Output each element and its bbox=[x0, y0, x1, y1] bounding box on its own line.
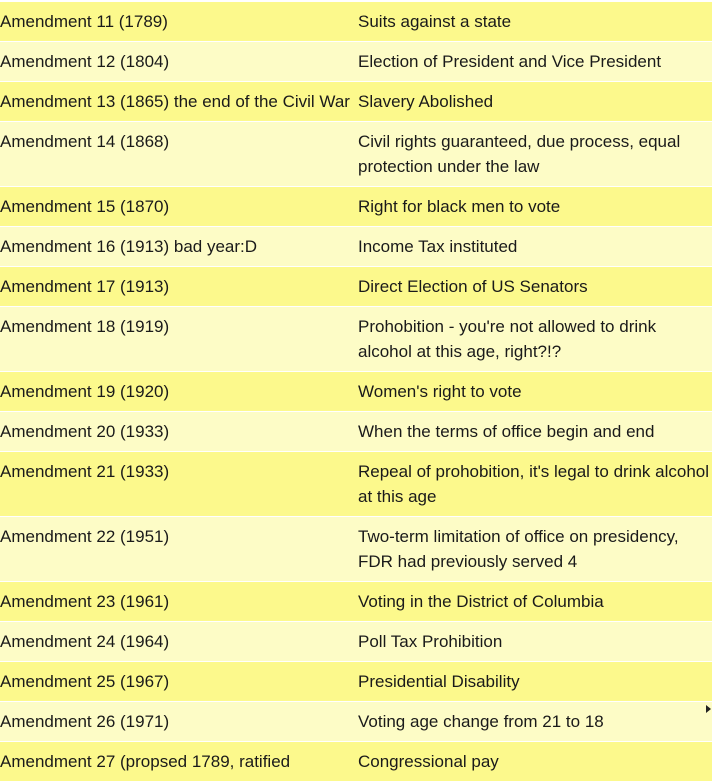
table-row bbox=[0, 2, 712, 42]
amendment-cell: Amendment 27 (propsed 1789, ratified bbox=[0, 742, 352, 782]
scroll-arrow-icon[interactable] bbox=[706, 705, 711, 713]
table-row bbox=[0, 307, 712, 372]
description-cell: Presidential Disability bbox=[352, 662, 712, 702]
amendment-cell: Amendment 15 (1870) bbox=[0, 187, 352, 227]
table-row bbox=[0, 227, 712, 267]
amendment-cell: Amendment 22 (1951) bbox=[0, 517, 352, 582]
amendment-cell: Amendment 17 (1913) bbox=[0, 267, 352, 307]
amendment-cell: Amendment 11 (1789) bbox=[0, 2, 352, 42]
table-row bbox=[0, 517, 712, 582]
amendments-table-body bbox=[0, 2, 712, 782]
description-cell: Voting in the District of Columbia bbox=[352, 582, 712, 622]
table-row bbox=[0, 187, 712, 227]
amendment-cell: Amendment 16 (1913) bad year:D bbox=[0, 227, 352, 267]
table-row bbox=[0, 702, 712, 742]
amendment-cell: Amendment 24 (1964) bbox=[0, 622, 352, 662]
description-cell: Slavery Abolished bbox=[352, 82, 712, 122]
description-cell: When the terms of office begin and end bbox=[352, 412, 712, 452]
description-cell: Right for black men to vote bbox=[352, 187, 712, 227]
amendments-table bbox=[0, 2, 712, 782]
table-row bbox=[0, 742, 712, 782]
description-cell: Income Tax instituted bbox=[352, 227, 712, 267]
description-cell: Civil rights guaranteed, due process, equal protection under the law bbox=[352, 122, 712, 187]
table-row bbox=[0, 267, 712, 307]
amendment-cell: Amendment 26 (1971) bbox=[0, 702, 352, 742]
table-row bbox=[0, 622, 712, 662]
description-cell: Suits against a state bbox=[352, 2, 712, 42]
table-row bbox=[0, 582, 712, 622]
description-cell: Voting age change from 21 to 18 bbox=[352, 702, 712, 742]
amendment-cell: Amendment 13 (1865) the end of the Civil War bbox=[0, 82, 352, 122]
description-cell: Congressional pay bbox=[352, 742, 712, 782]
amendment-cell: Amendment 12 (1804) bbox=[0, 42, 352, 82]
amendment-cell: Amendment 18 (1919) bbox=[0, 307, 352, 372]
table-row bbox=[0, 42, 712, 82]
table-row bbox=[0, 452, 712, 517]
table-row bbox=[0, 662, 712, 702]
amendment-cell: Amendment 23 (1961) bbox=[0, 582, 352, 622]
description-cell: Repeal of prohobition, it's legal to drink alcohol at this age bbox=[352, 452, 712, 517]
description-cell: Poll Tax Prohibition bbox=[352, 622, 712, 662]
amendment-cell: Amendment 25 (1967) bbox=[0, 662, 352, 702]
table-row bbox=[0, 412, 712, 452]
description-cell: Election of President and Vice President bbox=[352, 42, 712, 82]
amendment-cell: Amendment 21 (1933) bbox=[0, 452, 352, 517]
description-cell: Direct Election of US Senators bbox=[352, 267, 712, 307]
table-row bbox=[0, 372, 712, 412]
table-row bbox=[0, 122, 712, 187]
description-cell: Women's right to vote bbox=[352, 372, 712, 412]
table-row bbox=[0, 82, 712, 122]
amendment-cell: Amendment 20 (1933) bbox=[0, 412, 352, 452]
description-cell: Prohobition - you're not allowed to drink alcohol at this age, right?!? bbox=[352, 307, 712, 372]
amendment-cell: Amendment 19 (1920) bbox=[0, 372, 352, 412]
amendment-cell: Amendment 14 (1868) bbox=[0, 122, 352, 187]
description-cell: Two-term limitation of office on presidency, FDR had previously served 4 bbox=[352, 517, 712, 582]
